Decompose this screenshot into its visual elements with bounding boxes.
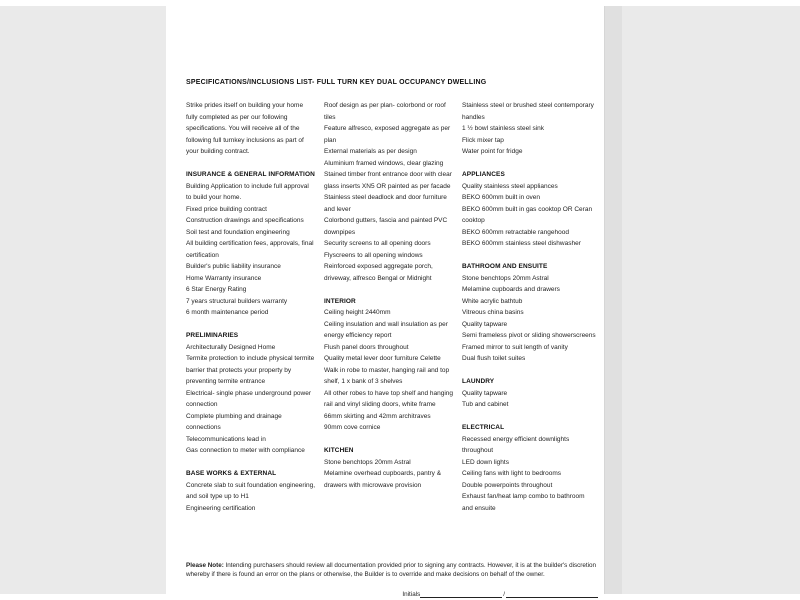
list-item: Quality tapware [462, 320, 508, 328]
list-item: Fixed price building contract [186, 205, 267, 213]
section-heading: APPLIANCES [462, 171, 505, 178]
list-item: Reinforced exposed aggregate porch, driveway, alfresco Bengal or Midnight [324, 263, 433, 282]
list-item: Melamine overhead cupboards, pantry & drawers with microwave provision [324, 470, 442, 489]
section-block [324, 100, 454, 284]
list-item: Colorbond gutters, fascia and painted PVC downpipes [324, 217, 448, 236]
section-heading: INTERIOR [324, 297, 356, 305]
list-item: Dual flush toilet suites [462, 355, 526, 362]
initials-signature-line-1[interactable] [420, 590, 502, 598]
list-item: Architecturally Designed Home [186, 343, 276, 351]
list-item: Engineering certification [186, 504, 256, 512]
text-column [324, 100, 454, 526]
section-block [186, 100, 316, 158]
list-item: Telecommunications lead in [186, 435, 266, 443]
list-item: Semi frameless pivot or sliding showerscreens [462, 332, 596, 339]
list-item: Stainless steel deadlock and door furniture and lever [324, 194, 447, 213]
columns-container [186, 100, 596, 526]
list-item: Water point for fridge [462, 148, 523, 155]
section-heading: BASE WORKS & EXTERNAL [186, 470, 277, 477]
list-item: Concrete slab to suit foundation engineering, and soil type up to H1 [186, 481, 316, 500]
section-heading: ELECTRICAL [462, 424, 505, 431]
list-item: 66mm skirting and 42mm architraves [324, 412, 431, 420]
list-item: Flush panel doors throughout [324, 343, 409, 351]
list-item: LED down lights [462, 458, 509, 466]
list-item: Feature alfresco, exposed aggregate as per plan [324, 125, 451, 144]
section-heading: INSURANCE & GENERAL INFORMATION [186, 171, 315, 178]
list-item: Construction drawings and specifications [186, 217, 304, 224]
list-item: Recessed energy efficient downlights throughout [462, 435, 570, 454]
list-item: 6 Star Energy Rating [186, 286, 247, 293]
list-item: Home Warranty insurance [186, 274, 262, 282]
section-block [186, 468, 316, 514]
list-item: All building certification fees, approvals, final certification [186, 240, 314, 259]
list-item: Double powerpoints throughout [462, 481, 553, 489]
section-block [462, 100, 596, 158]
list-item: 7 years structural builders warranty [186, 297, 288, 305]
list-item: Builder's public liability insurance [186, 263, 281, 270]
list-item: BEKO 600mm built in oven [462, 194, 541, 201]
list-item: Flyscreens to all opening windows [324, 251, 423, 259]
list-item: Quality metal lever door furniture Celette [324, 355, 441, 362]
list-item: Vitreous china basins [462, 309, 524, 316]
list-item: Exhaust fan/heat lamp combo to bathroom and ensuite [462, 493, 585, 512]
section-heading: BATHROOM AND ENSUITE [462, 263, 548, 270]
list-item: BEKO 600mm stainless steel dishwasher [462, 240, 581, 247]
section-block [462, 422, 596, 514]
list-item: Flick mixer tap [462, 136, 504, 144]
section-block [462, 376, 596, 411]
list-item: 90mm cove cornice [324, 424, 381, 431]
initials-label: Initials [402, 591, 421, 598]
section-heading: KITCHEN [324, 447, 354, 454]
list-item: Melamine cupboards and drawers [462, 286, 560, 293]
text-column [186, 100, 316, 526]
list-item: Framed mirror to suit length of vanity [462, 343, 568, 351]
text-column [462, 100, 596, 526]
list-item: All other robes to have top shelf and hanging rail and vinyl sliding doors, white frame [324, 389, 454, 408]
section-block [186, 330, 316, 457]
list-item: Ceiling insulation and wall insulation as per energy efficiency report [324, 320, 448, 339]
list-item: 1 ½ bowl stainless steel sink [462, 125, 545, 132]
list-item: Tub and cabinet [462, 401, 509, 408]
list-item: BEKO 600mm retractable rangehood [462, 228, 569, 236]
initials-signature-line-2[interactable] [506, 590, 598, 598]
list-item: BEKO 600mm built in gas cooktop OR Ceran cooktop [462, 205, 593, 224]
list-item: Stained timber front entrance door with clear glass inserts XN5 OR painted as per facade [324, 171, 452, 190]
list-item: Electrical- single phase underground power connection [186, 389, 312, 408]
footer-note-body: Intending purchasers should review all documentation provided prior to signing any contracts. However, it is at the builder's discretion whereby if there is found an error on the plans or otherwise, the Builder is to override and make decisions on behalf of the owner. [186, 562, 597, 578]
list-item: Aluminium framed windows, clear glazing [324, 159, 444, 167]
list-item: Gas connection to meter with compliance [186, 447, 305, 454]
list-item: Stone benchtops 20mm Astral [324, 458, 411, 466]
section-heading: PRELIMINARIES [186, 332, 239, 339]
list-item: Quality tapware [462, 389, 508, 397]
footer-note [186, 562, 598, 579]
list-item: Termite protection to include physical termite barrier that protects your property by preventing termite entrance [186, 355, 315, 385]
list-item: Ceiling fans with light to bedrooms [462, 470, 561, 477]
section-block [324, 296, 454, 434]
list-item: External materials as per design [324, 148, 417, 155]
footer-note-label: Please Note: [186, 562, 224, 569]
list-item: Building Application to include full approval to build your home. [186, 182, 309, 201]
list-item: 6 month maintenance period [186, 309, 269, 316]
list-item: White acrylic bathtub [462, 297, 523, 305]
list-item: Security screens to all opening doors [324, 240, 431, 247]
list-item: Strike prides itself on building your home fully completed as per our following specifications. You will receive all of the following full turnkey inclusions as part of your building contract. [186, 102, 304, 155]
list-item: Walk in robe to master, hanging rail and top shelf, 1 x bank of 3 shelves [324, 366, 450, 385]
initials-separator: / [503, 591, 505, 598]
list-item: Quality stainless steel appliances [462, 182, 558, 190]
section-block [186, 169, 316, 319]
list-item: Roof design as per plan- colorbond or roof tiles [324, 102, 446, 121]
section-block [324, 445, 454, 491]
section-block [462, 169, 596, 250]
list-item: Soil test and foundation engineering [186, 228, 290, 236]
page-title: SPECIFICATIONS/INCLUSIONS LIST- FULL TURN KEY DUAL OCCUPANCY DWELLING [186, 79, 487, 86]
list-item: Complete plumbing and drainage connections [186, 412, 282, 431]
initials-row [186, 590, 598, 598]
list-item: Ceiling height 2440mm [324, 309, 391, 316]
list-item: Stainless steel or brushed steel contemporary handles [462, 102, 594, 121]
list-item: Stone benchtops 20mm Astral [462, 274, 549, 282]
page-edge-shadow [604, 6, 622, 594]
document-page [166, 6, 604, 598]
section-heading: LAUNDRY [462, 378, 495, 385]
footer-note-text [186, 562, 596, 578]
section-block [462, 261, 596, 365]
